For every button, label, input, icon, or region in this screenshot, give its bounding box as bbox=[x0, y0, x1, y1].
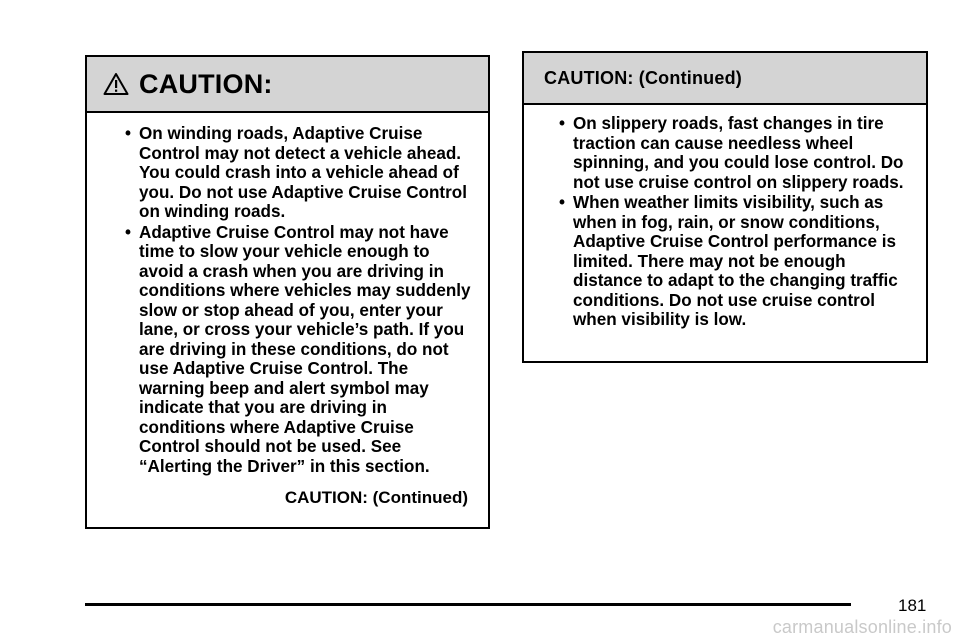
caution-header bbox=[87, 57, 488, 113]
caution-box bbox=[85, 55, 490, 529]
footer-rule bbox=[85, 603, 851, 606]
caution-bullet-item: • On winding roads, Adaptive Cruise Control may not detect a vehicle ahead. You could crash into a vehicle ahead of you. Do not use Adaptive Cruise Control on winding roads. bbox=[125, 124, 467, 221]
continued-bullet-text: On slippery roads, fast changes in tire traction can cause needless wheel spinning, and you could lose control. Do not use cruise control on slippery roads. bbox=[573, 114, 904, 192]
continued-bullet-text: When weather limits visibility, such as when in fog, rain, or snow conditions, Adaptive Cruise Control performance is limited. There may not be enough distance to adapt to the changing traffic conditions. Do not use cruise control when visibility is low. bbox=[573, 193, 898, 329]
caution-bullet-list bbox=[87, 113, 488, 476]
continued-bullet-item: • On slippery roads, fast changes in tire traction can cause needless wheel spinning, and you could lose control. Do not use cruise control on slippery roads. bbox=[559, 114, 904, 192]
caution-bullet-text: On winding roads, Adaptive Cruise Control may not detect a vehicle ahead. You could crash into a vehicle ahead of you. Do not use Adaptive Cruise Control on winding roads. bbox=[139, 124, 467, 221]
continued-footer: CAUTION: (Continued) bbox=[284, 488, 468, 507]
caution-bullet-item: • Adaptive Cruise Control may not have time to slow your vehicle enough to avoid a crash when you are driving in conditions where vehicles may suddenly slow or stop ahead of you, enter your lane, or cross your vehicle’s path. If you are driving in these conditions, do not use Adaptive Cruise Control. The warning beep and alert symbol may indicate that you are driving in conditions where Adaptive Cruise Control should not be used. See “Alerting the Driver” in this section. bbox=[125, 222, 471, 476]
caution-title: CAUTION: bbox=[139, 68, 273, 99]
caution-continued-box bbox=[522, 51, 928, 363]
page-number: 181 bbox=[898, 596, 927, 615]
continued-bullet-item: • When weather limits visibility, such as when in fog, rain, or snow conditions, Adaptive Cruise Control performance is limited. There may not be enough distance to adapt to the changing traffic conditions. Do not use cruise control when visibility is low. bbox=[559, 193, 898, 329]
watermark: carmanualsonline.info bbox=[772, 617, 952, 637]
continued-title: CAUTION: (Continued) bbox=[544, 67, 742, 88]
warning-icon bbox=[103, 72, 129, 96]
caution-bullet-text: Adaptive Cruise Control may not have time to slow your vehicle enough to avoid a crash when you are driving in conditions where vehicles may suddenly slow or stop ahead of you, enter your lane, or cross your vehicle’s path. If you are driving in these conditions, do not use Adaptive Cruise Control. The warning beep and alert symbol may indicate that you are driving in conditions where Adaptive Cruise Control should not be used. See “Alerting the Driver” in this section. bbox=[139, 222, 471, 476]
continued-bullet-list bbox=[524, 105, 926, 330]
continued-header bbox=[524, 53, 926, 105]
